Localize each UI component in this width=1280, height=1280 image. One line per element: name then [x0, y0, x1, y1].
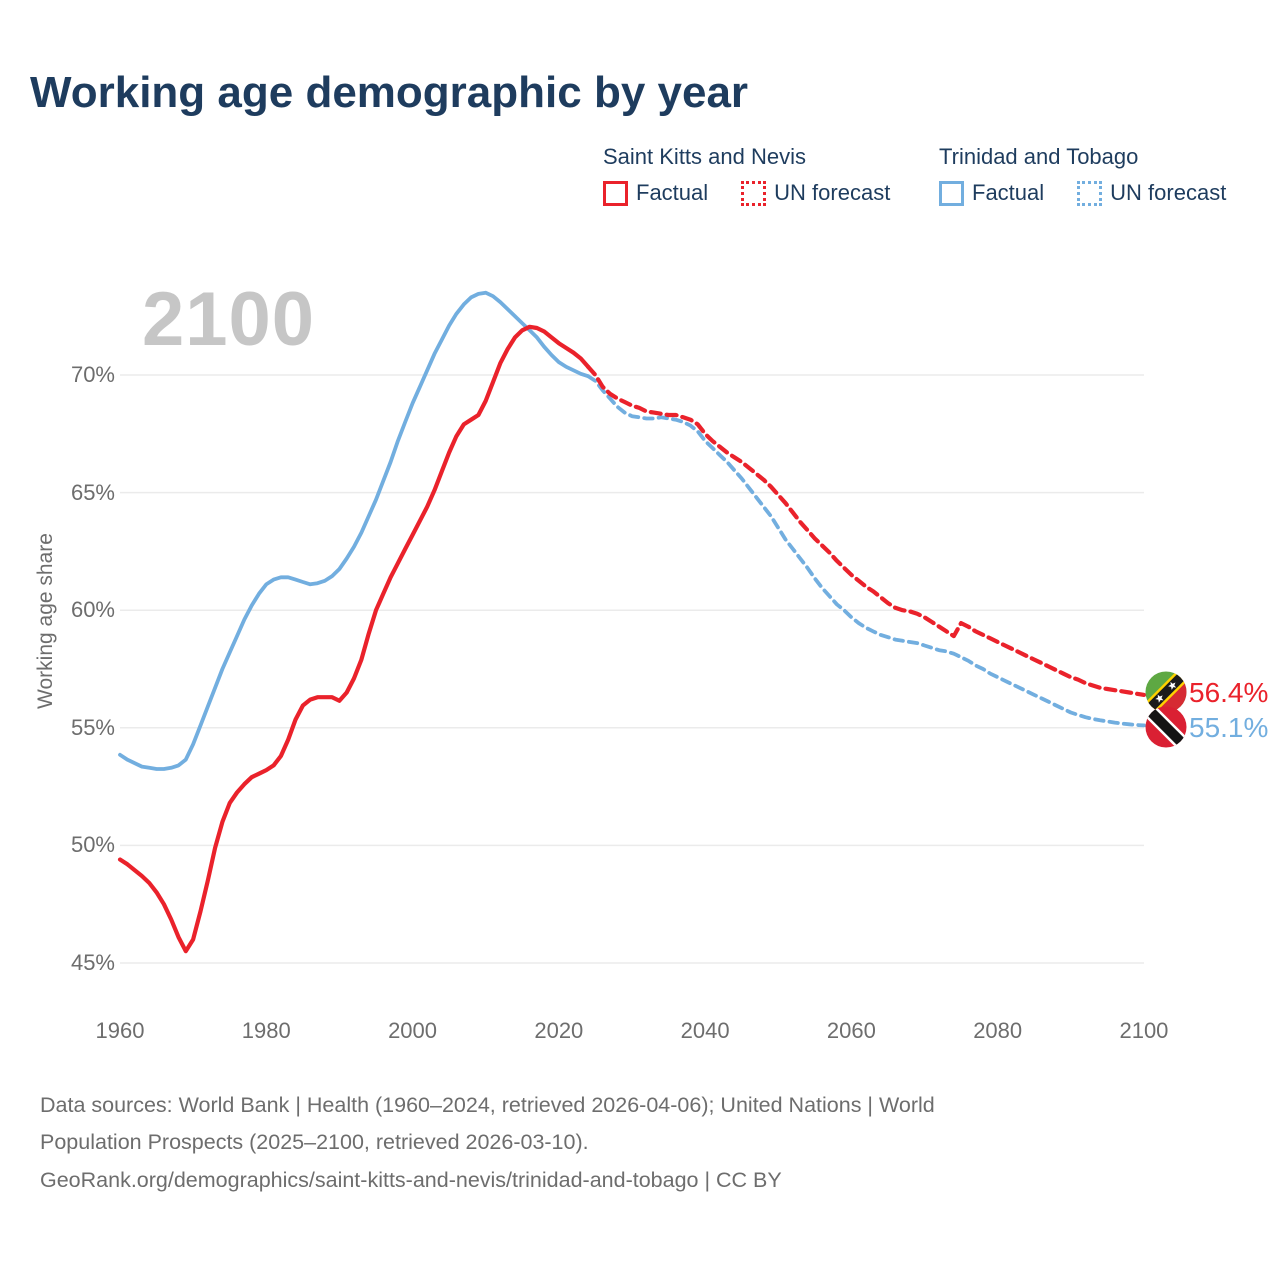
- legend-header-trinidad-and-tobago: Trinidad and Tobago: [939, 144, 1139, 169]
- gridlines: [120, 375, 1144, 963]
- year-watermark: 2100: [142, 277, 316, 362]
- legend-item-tt-factual[interactable]: [939, 180, 1044, 206]
- legend-header-saint-kitts-and-nevis: Saint Kitts and Nevis: [603, 144, 806, 169]
- tt-factual-swatch-icon: [939, 181, 964, 206]
- legend-item-skn-forecast[interactable]: [741, 180, 890, 206]
- chart-title: Working age demographic by year: [30, 68, 749, 117]
- legend-item-skn-factual[interactable]: [603, 180, 708, 206]
- legend-label: Factual: [636, 180, 709, 205]
- series-line-skn-solid: [120, 327, 588, 951]
- skn-forecast-swatch-icon: [741, 181, 766, 206]
- x-axis-tick-label: 2080: [973, 1018, 1023, 1043]
- skn-factual-swatch-icon: [603, 181, 628, 206]
- y-axis-tick-label: 55%: [70, 714, 115, 740]
- series-line-tt-solid: [120, 293, 588, 769]
- x-axis-tick-label: 2040: [680, 1018, 730, 1043]
- legend-item-tt-forecast[interactable]: [1077, 180, 1226, 206]
- x-axis-tick-label: 1980: [241, 1018, 291, 1043]
- y-axis-tick-label: 65%: [70, 479, 115, 505]
- legend-label: UN forecast: [1110, 180, 1227, 205]
- y-axis-tick-label: 50%: [70, 832, 115, 858]
- data-sources-line-1: Data sources: World Bank | Health (1960–2024, retrieved 2026-04-06); United Nations | World: [40, 1093, 935, 1117]
- tt-forecast-swatch-icon: [1077, 181, 1102, 206]
- attribution-link-line[interactable]: GeoRank.org/demographics/saint-kitts-and-nevis/trinidad-and-tobago | CC BY: [40, 1168, 782, 1192]
- x-axis-tick-label: 1960: [95, 1018, 145, 1043]
- x-axis-tick-label: 2100: [1119, 1018, 1169, 1043]
- series-line-skn-dashed: [588, 367, 1144, 695]
- x-axis-tick-label: 2060: [826, 1018, 876, 1043]
- data-sources-line-2: Population Prospects (2025–2100, retrieved 2026-03-10).: [40, 1130, 589, 1154]
- y-axis-title: Working age share: [34, 533, 57, 709]
- end-value-saint-kitts-and-nevis: 56.4%: [1189, 677, 1269, 708]
- y-axis-tick-label: 60%: [70, 597, 115, 623]
- x-axis-tick-label: 2000: [388, 1018, 438, 1043]
- legend-label: Factual: [972, 180, 1045, 205]
- x-axis-tick-label: 2020: [534, 1018, 584, 1043]
- legend-group-trinidad-and-tobago: [939, 144, 1226, 206]
- legend-label: UN forecast: [774, 180, 891, 205]
- legend-group-saint-kitts-and-nevis: [603, 144, 890, 206]
- y-axis-tick-label: 70%: [70, 362, 115, 387]
- series-paths: [120, 293, 1144, 952]
- y-axis-tick-label: 45%: [70, 950, 115, 975]
- trinidad-and-tobago-flag-icon: [1145, 706, 1187, 753]
- end-value-trinidad-and-tobago: 55.1%: [1189, 712, 1269, 743]
